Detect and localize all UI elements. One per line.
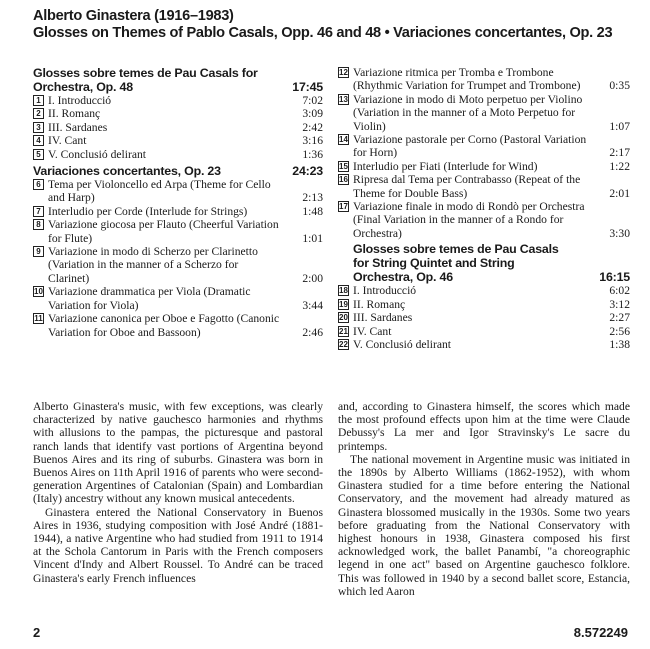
track-row [33,312,323,339]
track-title: Variazione drammatica per Viola (Dramatic Variation for Viola) [48,285,251,312]
track-number: 9 [33,246,44,257]
track-number: 22 [339,339,348,349]
track-number: 7 [33,206,44,217]
essay-column-left [33,400,323,585]
track-list-op46 [338,284,630,351]
track-number: 3 [33,122,44,133]
track-row [338,200,630,240]
track-title: Tema per Violoncello ed Arpa (Theme for Cello and Harp) [48,178,271,205]
track-title: IV. Cant [48,134,87,148]
essay-paragraph: and, according to Ginastera himself, the scores which made the most profound effects upon him at the time were Claude Debussy's La mer and Igor Stravinsky's Le sacre du printemps. [338,400,630,453]
section-heading-op46: Glosses sobre temes de Pau Casals for String Quintet and String Orchestra, Op. 46 16:15 [353,242,630,285]
track-list-op23-cont [338,66,630,240]
track-title: IV. Cant [353,324,392,338]
track-duration: 2:00 [302,271,323,285]
track-title: Variazione in modo di Scherzo per Clarinetto (Variation in the manner of a Scherzo for Clarinet) [48,245,258,285]
track-number: 4 [33,135,44,146]
track-number: 2 [33,108,44,119]
track-row [33,178,323,205]
track-title: I. Introducció [48,94,112,107]
track-duration: 1:48 [302,204,323,218]
track-number: 6 [33,179,44,190]
track-title: Interludio per Fiati (Interlude for Wind) [353,159,538,173]
track-row [33,285,323,312]
section-duration: 17:45 [292,80,323,94]
track-duration: 3:44 [302,298,323,312]
track-row [33,121,323,134]
track-row [338,173,630,200]
track-row [338,93,630,133]
track-row [33,205,323,218]
essay-paragraph: Alberto Ginastera's music, with few exceptions, was clearly characterized by native gauchesco harmonies and rhythms with allusions to the pampas, the picturesque and pastoral ranch lands that identify vast portions of Argentina beyond Buenos Aires and its ring of suburbs. Ginastera was born in Buenos Aires on 11th April 1916 of parents who were second-generation Argentines of Catalonian (Spain) and Lombardian (Italy) ancestry without any known musical antecedents. [33,400,323,506]
track-number: 13 [339,94,348,104]
track-row [338,160,630,173]
track-duration: 2:42 [302,120,323,134]
track-title: Variazione ritmica per Tromba e Trombone (Rhythmic Variation for Trumpet and Trombone) [353,66,581,93]
track-row [338,311,630,324]
track-duration: 1:36 [302,147,323,161]
track-row [33,134,323,147]
section-heading-op48: Glosses sobre temes de Pau Casals for Orchestra, Op. 48 17:45 [33,66,323,94]
essay-paragraph: The national movement in Argentine music was initiated in the 1890s by Alberto Williams (1862-1952), with whom Ginastera studied for a time before entering the National Conservatory, and the movement had already matured as Ginastera blossomed musically in the 1930s. Some two years before graduating from the National Conservatory with highest honours in 1938, Ginastera composed his first acknowledged work, the ballet Panambí, "a choreographic legend in one act" based on Argentine gauchesco folklore. This was followed in 1940 by a second ballet score, Estancia, which led Aaron [338,452,630,598]
track-number: 18 [339,286,348,296]
track-duration: 2:27 [609,311,630,325]
track-title: II. Romanç [353,297,406,311]
section-duration: 24:23 [292,164,323,179]
track-number: 14 [339,135,348,145]
track-duration: 2:01 [609,186,630,200]
track-number: 8 [33,219,44,230]
track-title: Interludio per Corde (Interlude for Strings) [48,204,248,218]
page-number: 2 [33,625,41,640]
track-duration: 6:02 [609,284,630,298]
essay-column-right [338,400,630,598]
track-title: III. Sardanes [48,120,108,134]
track-title: V. Conclusió delirant [353,337,452,351]
track-title: Ripresa dal Tema per Contrabasso (Repeat of the Theme for Double Bass) [353,173,581,200]
track-duration: 2:56 [609,324,630,338]
track-title: III. Sardanes [353,311,413,325]
track-title: Variazione pastorale per Corno (Pastoral Variation for Horn) [353,133,587,160]
tracklist-right [338,66,630,351]
track-duration: 3:16 [302,134,323,148]
track-title: V. Conclusió delirant [48,147,147,161]
track-number: 10 [34,287,43,297]
track-row [33,94,323,107]
composer-title: Alberto Ginastera (1916–1983) [33,8,234,24]
page-header [33,8,643,42]
track-duration: 1:22 [609,159,630,173]
track-duration: 7:02 [302,94,323,107]
track-duration: 2:17 [609,146,630,160]
track-duration: 0:35 [609,79,630,93]
track-number: 11 [34,314,43,324]
track-duration: 3:30 [609,226,630,240]
track-row [33,245,323,285]
section-duration: 16:15 [599,270,630,285]
track-row [338,298,630,311]
track-title: Variazione canonica per Oboe e Fagotto (Canonic Variation for Oboe and Bassoon) [48,312,280,339]
track-duration: 1:01 [302,231,323,245]
track-duration: 3:09 [302,107,323,121]
track-title: Variazione giocosa per Flauto (Cheerful Variation for Flute) [48,218,279,245]
catalog-number: 8.572249 [573,625,628,640]
track-duration: 2:46 [302,325,323,339]
track-duration: 1:38 [609,337,630,351]
track-number: 15 [339,161,348,171]
track-title: I. Introducció [353,284,417,298]
works-title: Glosses on Themes of Pablo Casals, Opp. 46 and 48 • Variaciones concertantes, Op. 23 [33,25,613,41]
track-row [338,284,630,297]
track-title: Variazione finale in modo di Rondò per Orchestra (Final Variation in the manner of a Rondo for Orchestra) [353,200,585,240]
track-row [33,218,323,245]
track-row [33,148,323,161]
track-row [338,325,630,338]
track-row [338,338,630,351]
track-number: 12 [339,68,348,77]
track-duration: 3:12 [609,297,630,311]
track-duration: 2:13 [302,191,323,205]
track-row [338,133,630,160]
track-title: Variazione in modo di Moto perpetuo per Violino (Variation in the manner of a Moto Perpetuo for Violin) [353,92,583,133]
track-number: 17 [339,202,348,212]
track-number: 20 [339,313,348,323]
track-number: 16 [339,175,348,185]
tracklist-left [33,66,323,339]
track-row [33,107,323,120]
section-heading-op23: Variaciones concertantes, Op. 23 24:23 [33,164,323,179]
track-number: 5 [33,149,44,160]
track-list-op48 [33,94,323,161]
track-number: 1 [33,95,44,106]
track-number: 19 [339,299,348,309]
track-duration: 1:07 [609,119,630,133]
essay-paragraph: Ginastera entered the National Conservatory in Buenos Aires in 1936, studying composition with José André (1881-1944), a native Argentine who had studied from 1911 to 1914 at the Schola Cantorum in Paris with the French composers Vincent d'Indy and Albert Roussel. To André can be traced Ginastera's early French influences [33,505,323,585]
track-list-op23 [33,178,323,339]
track-row [338,66,630,93]
track-number: 21 [339,326,348,336]
track-title: II. Romanç [48,107,101,121]
